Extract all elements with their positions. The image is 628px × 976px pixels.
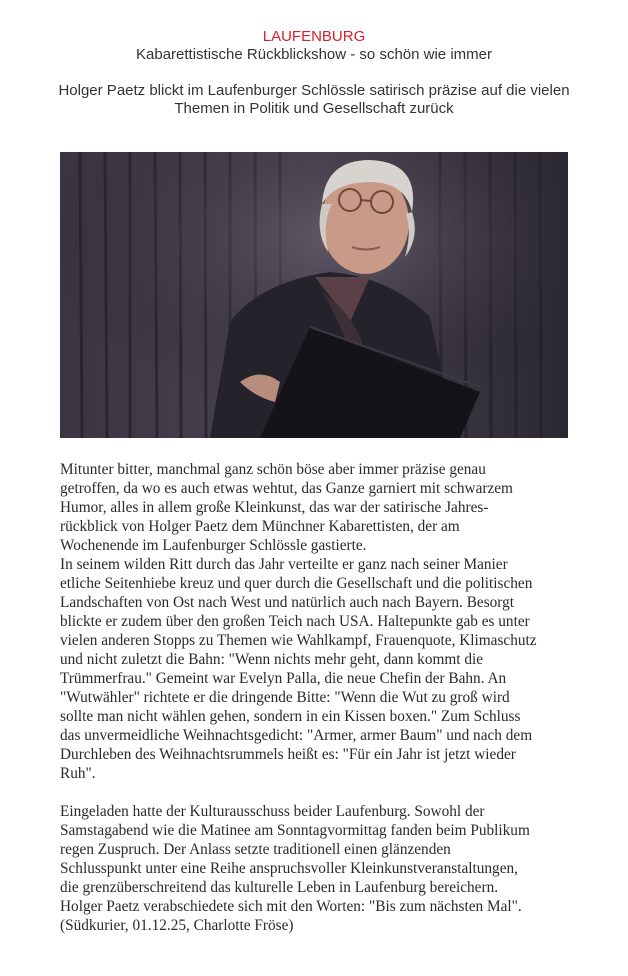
body-text-line: etliche Seitenhiebe kreuz und quer durch die Gesellschaft und die politischen — [60, 575, 533, 592]
body-text-line: rückblick von Holger Paetz dem Münchner Kabarettisten, der am — [60, 518, 460, 535]
body-text-line: das unvermeidliche Weihnachtsgedicht: "Armer, armer Baum" und nach dem — [60, 727, 533, 744]
body-text-line: Trümmerfrau." Gemeint war Evelyn Palla, die neue Chefin der Bahn. An — [60, 670, 507, 687]
performer-photo — [60, 152, 568, 438]
body-text-line: die grenzüberschreitend das kulturelle Leben in Laufenburg bereichern. — [60, 879, 499, 896]
teaser-line: Holger Paetz blickt im Laufenburger Schlössle satirisch präzise auf die vielen — [58, 82, 570, 99]
body-text-line: Eingeladen hatte der Kulturausschuss beider Laufenburg. Sowohl der — [60, 803, 485, 820]
article-subtitle: Kabarettistische Rückblickshow - so schön wie immer — [136, 46, 492, 63]
body-text-line: Holger Paetz verabschiedete sich mit den Worten: "Bis zum nächsten Mal". — [60, 898, 522, 915]
article-teaser — [0, 82, 628, 118]
article-header — [0, 28, 628, 118]
body-text-line: Wochenende im Laufenburger Schlössle gastierte. — [60, 537, 367, 554]
article-body — [60, 460, 572, 935]
body-text-line: und nicht zuletzt die Bahn: "Wenn nichts mehr geht, dann kommt die — [60, 651, 484, 668]
body-text-line: Landschaften von Ost nach West und natürlich auch nach Bayern. Besorgt — [60, 594, 515, 611]
location-heading: LAUFENBURG — [262, 28, 366, 45]
teaser-line: Themen in Politik und Gesellschaft zurück — [174, 100, 454, 117]
body-text-line: Samstagabend wie die Matinee am Sonntagvormittag fanden beim Publikum — [60, 822, 530, 839]
body-text-line: sollte man nicht wählen gehen, sondern in ein Kissen boxen." Zum Schluss — [60, 708, 521, 725]
body-text-line: blickte er zudem über den großen Teich nach USA. Haltepunkte gab es unter — [60, 613, 530, 630]
body-text-line: In seinem wilden Ritt durch das Jahr verteilte er ganz nach seiner Manier — [60, 556, 508, 573]
body-text-line: vielen anderen Stopps zu Themen wie Wahlkampf, Frauenquote, Klimaschutz — [60, 632, 537, 649]
body-text-line: regen Zuspruch. Der Anlass setzte traditionell einen glänzenden — [60, 841, 451, 858]
article-paragraph-2 — [60, 802, 572, 935]
body-text-line: Ruh". — [60, 765, 96, 782]
body-text-line: getroffen, da wo es auch etwas wehtut, das Ganze garniert mit schwarzem — [60, 480, 513, 497]
body-text-line: Schlusspunkt unter eine Reihe anspruchsvoller Kleinkunstveranstaltungen, — [60, 860, 518, 877]
body-text-line: (Südkurier, 01.12.25, Charlotte Fröse) — [60, 917, 294, 934]
body-text-line: "Wutwähler" richtete er die dringende Bitte: "Wenn die Wut zu groß wird — [60, 689, 510, 706]
article-paragraph-1 — [60, 460, 572, 783]
stage-photo-illustration — [60, 152, 568, 438]
body-text-line: Humor, alles in allem große Kleinkunst, das war der satirische Jahres- — [60, 499, 489, 516]
body-text-line: Durchleben des Weihnachtsrummels heißt es: "Für ein Jahr ist jetzt wieder — [60, 746, 516, 763]
paragraph-spacer — [60, 783, 572, 802]
body-text-line: Mitunter bitter, manchmal ganz schön böse aber immer präzise genau — [60, 461, 486, 478]
